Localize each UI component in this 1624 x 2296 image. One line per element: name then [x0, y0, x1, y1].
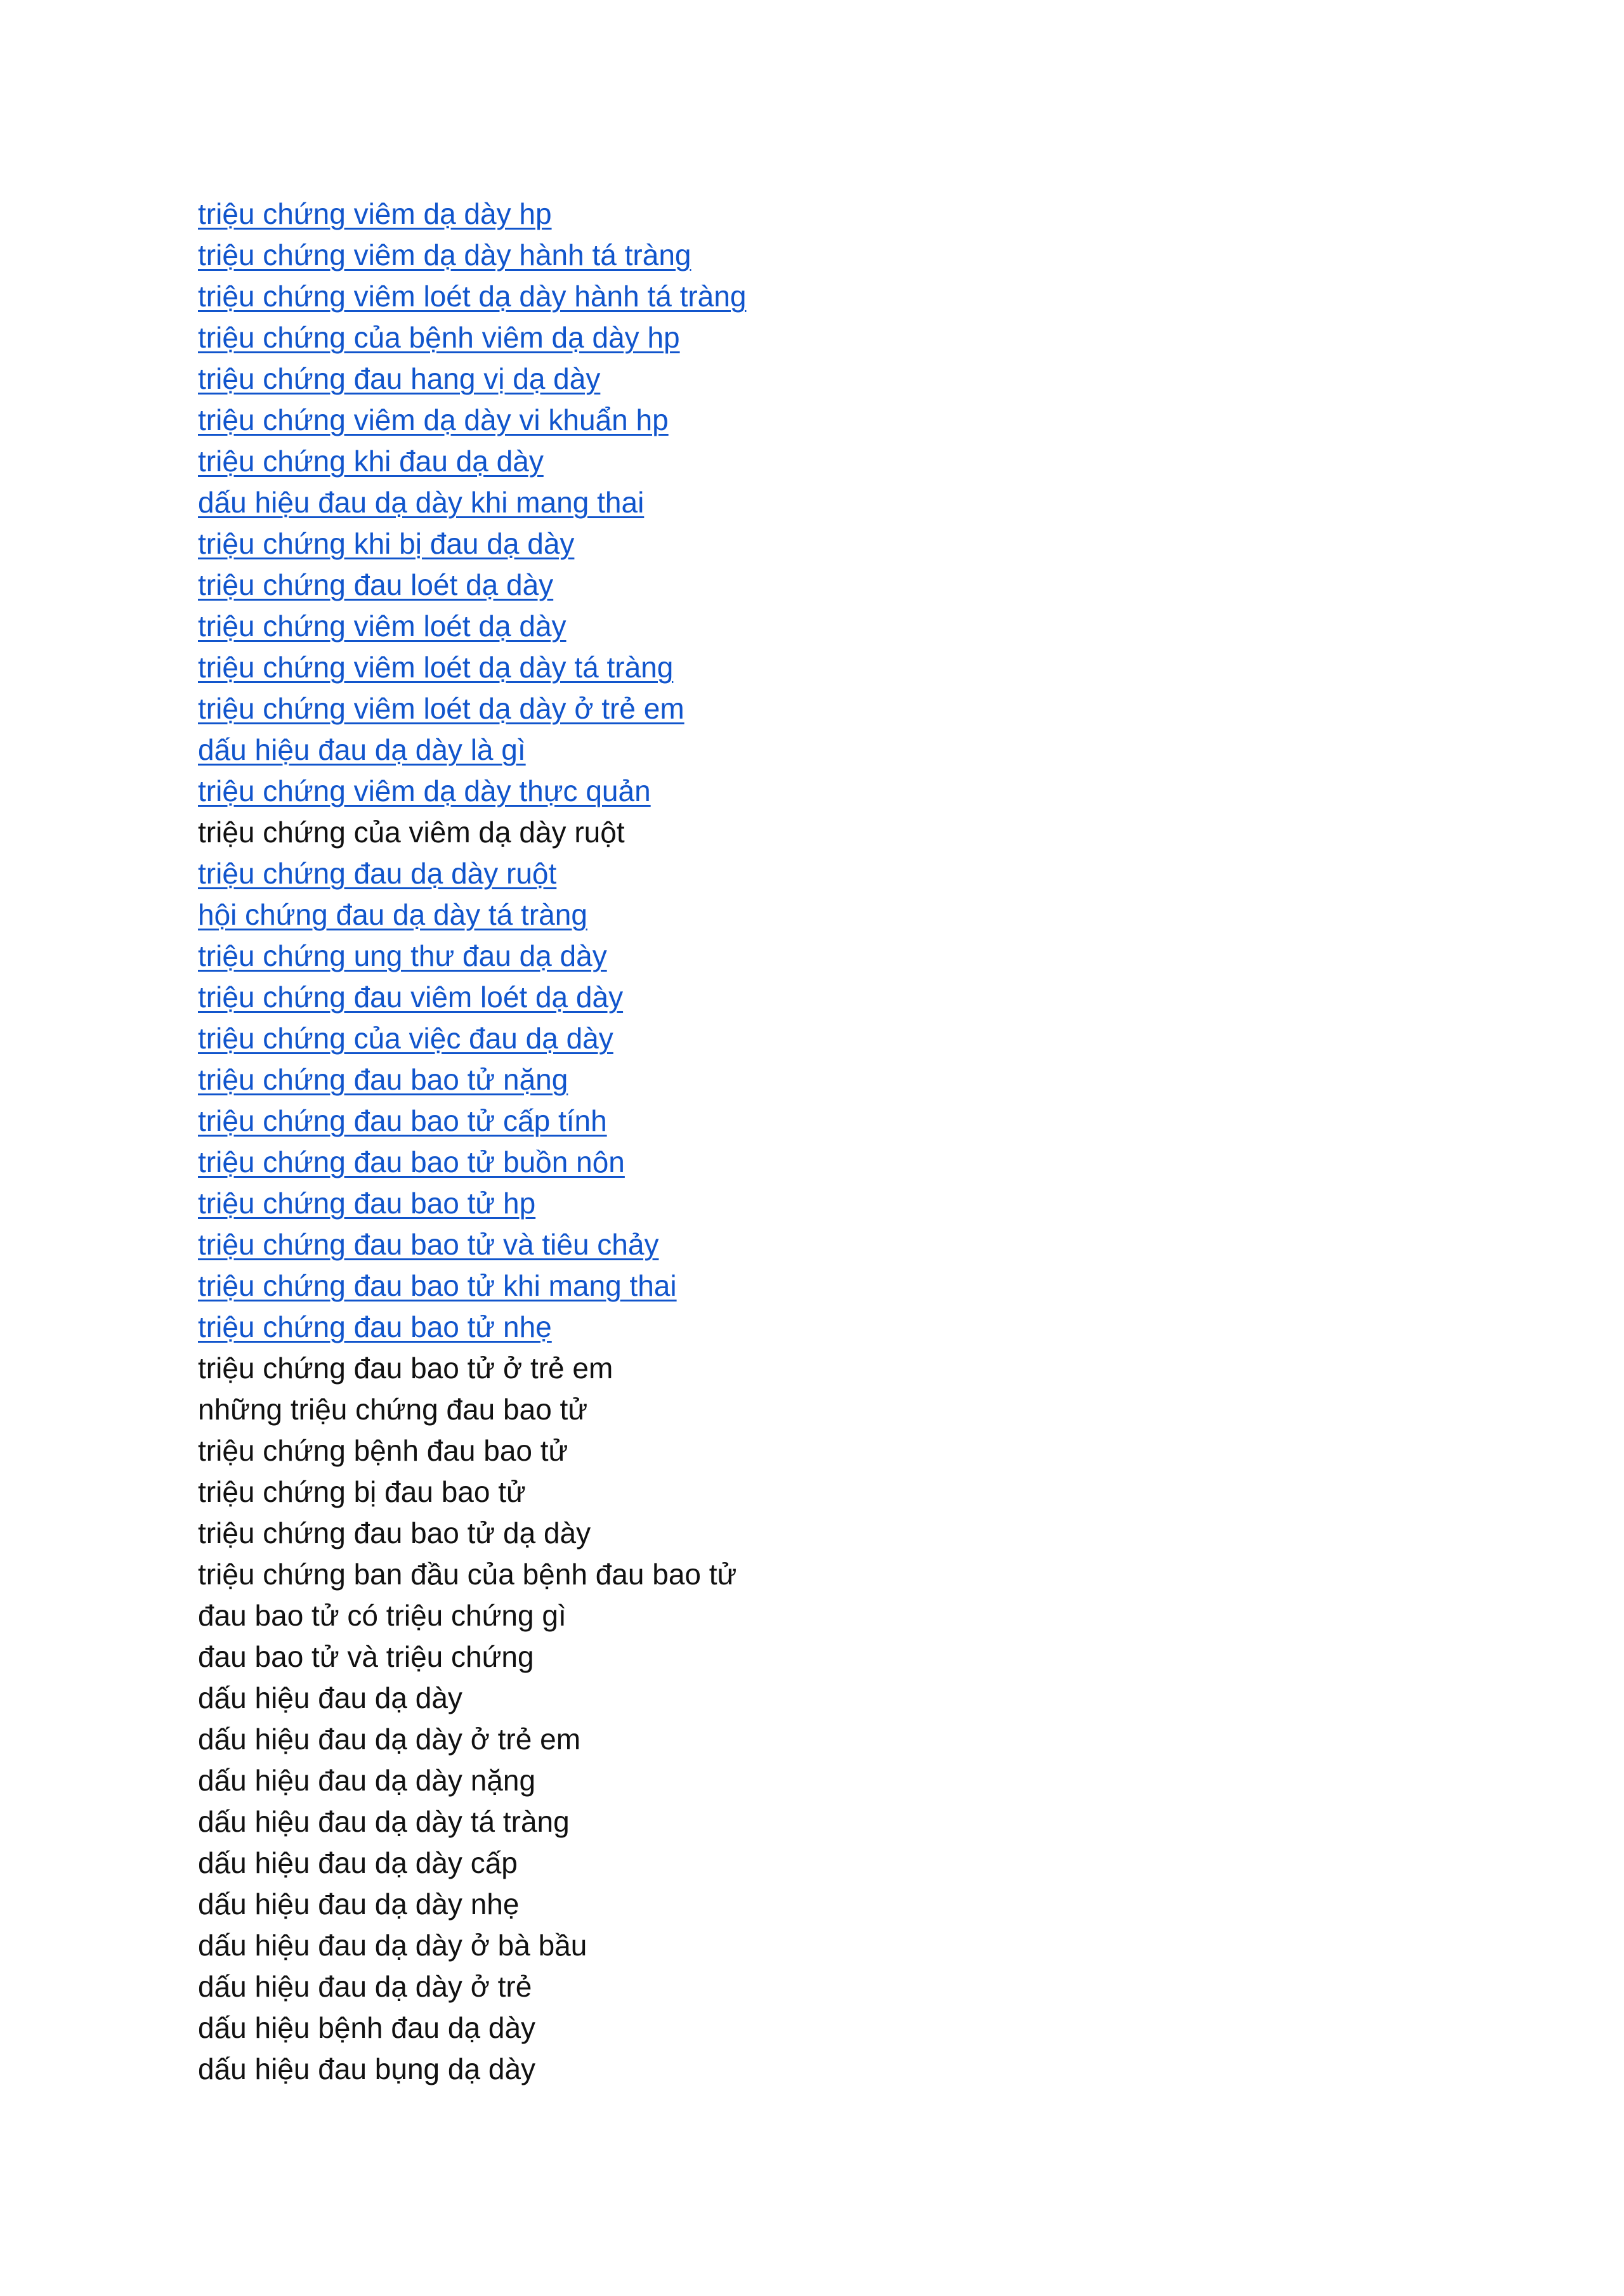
keyword-link[interactable]: triệu chứng viêm dạ dày hành tá tràng: [198, 238, 691, 271]
keyword-text: đau bao tử có triệu chứng gì: [198, 1599, 566, 1632]
list-item: [198, 606, 746, 647]
list-item: [198, 1595, 746, 1636]
list-item: [198, 1513, 746, 1554]
keyword-link[interactable]: triệu chứng viêm dạ dày hp: [198, 197, 552, 230]
list-item: [198, 276, 746, 317]
list-item: [198, 1224, 746, 1265]
list-item: [198, 1719, 746, 1760]
list-item: [198, 1636, 746, 1678]
keyword-link[interactable]: triệu chứng khi bị đau dạ dày: [198, 527, 575, 560]
keyword-text: triệu chứng ban đầu của bệnh đau bao tử: [198, 1558, 737, 1591]
list-item: [198, 2007, 746, 2049]
keyword-text: dấu hiệu đau dạ dày cấp: [198, 1846, 518, 1879]
keyword-link[interactable]: triệu chứng ung thư đau dạ dày: [198, 939, 607, 972]
keyword-text: dấu hiệu bệnh đau dạ dày: [198, 2011, 536, 2044]
list-item: [198, 1389, 746, 1430]
list-item: [198, 1059, 746, 1100]
list-item: [198, 1678, 746, 1719]
keyword-link[interactable]: triệu chứng viêm loét dạ dày: [198, 610, 566, 642]
keyword-link[interactable]: triệu chứng đau loét dạ dày: [198, 568, 554, 601]
keyword-link[interactable]: hội chứng đau dạ dày tá tràng: [198, 898, 587, 931]
keyword-link[interactable]: triệu chứng đau bao tử nặng: [198, 1063, 568, 1096]
list-item: [198, 1307, 746, 1348]
list-item: [198, 1100, 746, 1142]
keyword-text: triệu chứng bị đau bao tử: [198, 1475, 526, 1508]
keyword-link[interactable]: triệu chứng đau bao tử hp: [198, 1187, 536, 1220]
keyword-link[interactable]: triệu chứng đau bao tử buồn nôn: [198, 1145, 625, 1178]
keyword-list: [198, 193, 746, 2090]
list-item: [198, 1884, 746, 1925]
keyword-text: dấu hiệu đau dạ dày tá tràng: [198, 1805, 570, 1838]
keyword-link[interactable]: triệu chứng khi đau dạ dày: [198, 445, 544, 478]
list-item: [198, 647, 746, 688]
keyword-link[interactable]: triệu chứng của bệnh viêm dạ dày hp: [198, 321, 680, 354]
list-item: [198, 936, 746, 977]
keyword-text: triệu chứng đau bao tử dạ dày: [198, 1517, 591, 1549]
list-item: [198, 1843, 746, 1884]
keyword-link[interactable]: dấu hiệu đau dạ dày là gì: [198, 733, 526, 766]
list-item: [198, 193, 746, 235]
list-item: [198, 564, 746, 606]
list-item: [198, 853, 746, 894]
keyword-text: dấu hiệu đau dạ dày ở trẻ em: [198, 1723, 581, 1756]
keyword-text: triệu chứng của viêm dạ dày ruột: [198, 816, 625, 849]
keyword-link[interactable]: triệu chứng viêm loét dạ dày tá tràng: [198, 651, 674, 684]
keyword-text: dấu hiệu đau dạ dày nhẹ: [198, 1888, 520, 1921]
keyword-link[interactable]: triệu chứng đau viêm loét dạ dày: [198, 981, 624, 1014]
list-item: [198, 1348, 746, 1389]
keyword-link[interactable]: dấu hiệu đau dạ dày khi mang thai: [198, 486, 645, 519]
keyword-link[interactable]: triệu chứng viêm dạ dày vi khuẩn hp: [198, 403, 669, 436]
keyword-text: triệu chứng bệnh đau bao tử: [198, 1434, 568, 1467]
list-item: [198, 441, 746, 482]
list-item: [198, 1471, 746, 1513]
keyword-link[interactable]: triệu chứng đau bao tử khi mang thai: [198, 1269, 677, 1302]
list-item: [198, 1142, 746, 1183]
list-item: [198, 1183, 746, 1224]
keyword-link[interactable]: triệu chứng viêm dạ dày thực quản: [198, 774, 651, 807]
keyword-link[interactable]: triệu chứng đau hang vị dạ dày: [198, 362, 601, 395]
list-item: [198, 1018, 746, 1059]
list-item: [198, 235, 746, 276]
list-item: [198, 977, 746, 1018]
keyword-link[interactable]: triệu chứng đau bao tử cấp tính: [198, 1104, 607, 1137]
list-item: [198, 1966, 746, 2007]
keyword-text: dấu hiệu đau dạ dày ở bà bầu: [198, 1929, 587, 1962]
list-item: [198, 1760, 746, 1801]
keyword-text: dấu hiệu đau bụng dạ dày: [198, 2052, 536, 2085]
keyword-text: những triệu chứng đau bao tử: [198, 1393, 588, 1426]
list-item: [198, 688, 746, 729]
keyword-text: dấu hiệu đau dạ dày: [198, 1681, 462, 1714]
list-item: [198, 1554, 746, 1595]
list-item: [198, 358, 746, 400]
list-item: [198, 1801, 746, 1843]
list-item: [198, 400, 746, 441]
keyword-link[interactable]: triệu chứng đau bao tử nhẹ: [198, 1310, 552, 1343]
keyword-link[interactable]: triệu chứng đau dạ dày ruột: [198, 857, 557, 890]
keyword-link[interactable]: triệu chứng viêm loét dạ dày ở trẻ em: [198, 692, 684, 725]
keyword-text: triệu chứng đau bao tử ở trẻ em: [198, 1352, 613, 1385]
keyword-link[interactable]: triệu chứng viêm loét dạ dày hành tá tràng: [198, 280, 747, 313]
list-item: [198, 812, 746, 853]
keyword-link[interactable]: triệu chứng của việc đau dạ dày: [198, 1022, 613, 1055]
list-item: [198, 523, 746, 564]
list-item: [198, 482, 746, 523]
list-item: [198, 1925, 746, 1966]
list-item: [198, 729, 746, 771]
keyword-text: đau bao tử và triệu chứng: [198, 1640, 534, 1673]
keyword-text: dấu hiệu đau dạ dày ở trẻ: [198, 1970, 532, 2003]
list-item: [198, 894, 746, 936]
keyword-link[interactable]: triệu chứng đau bao tử và tiêu chảy: [198, 1228, 659, 1261]
list-item: [198, 1430, 746, 1471]
list-item: [198, 317, 746, 358]
list-item: [198, 2049, 746, 2090]
keyword-text: dấu hiệu đau dạ dày nặng: [198, 1764, 536, 1797]
list-item: [198, 771, 746, 812]
list-item: [198, 1265, 746, 1307]
